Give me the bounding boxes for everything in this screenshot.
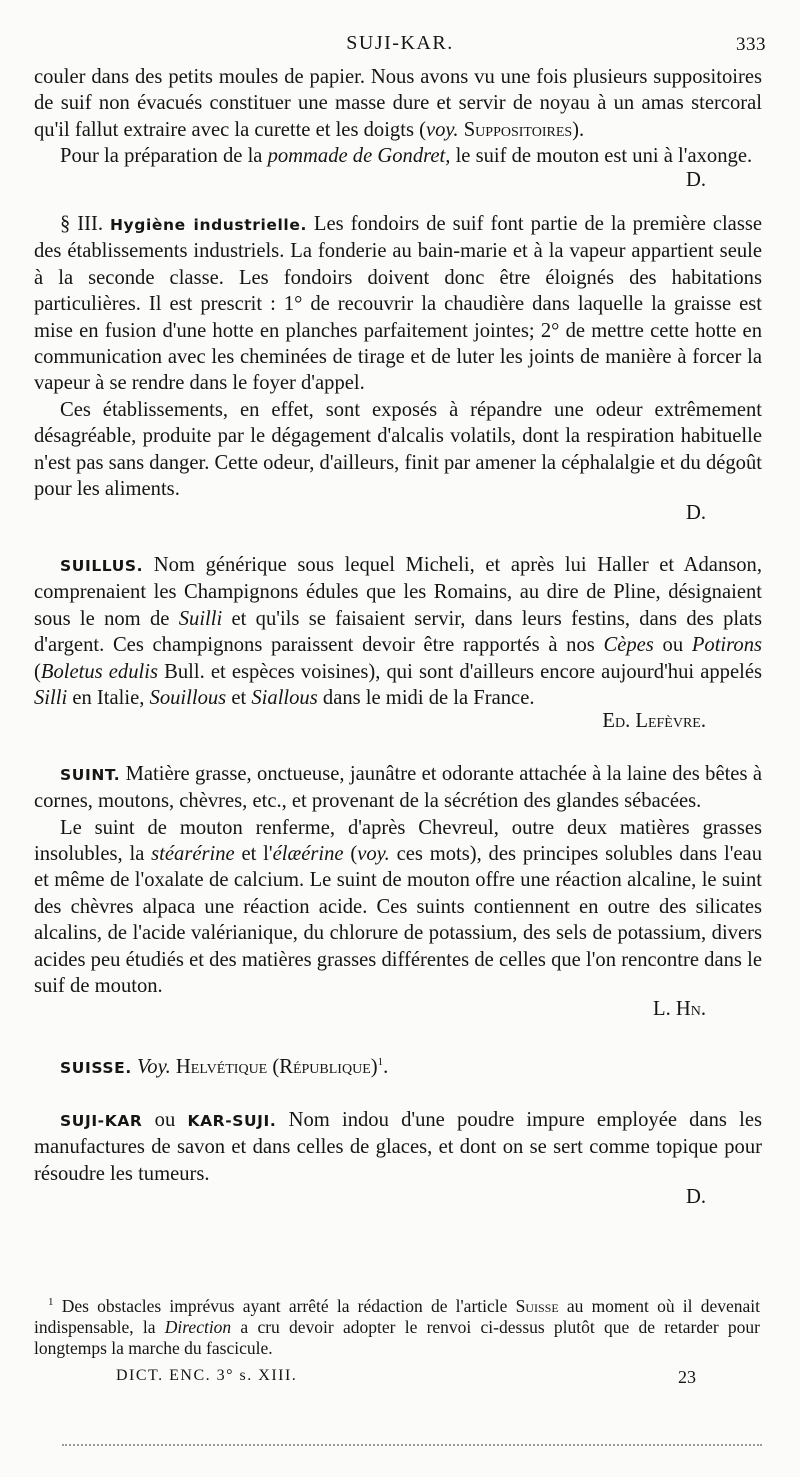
footnote-marker: 1 xyxy=(377,1055,384,1068)
entry-suji-kar: SUJI-KAR ou KAR-SUJI. Nom indou d'une poudre impure employée dans les manufactures de savon et dans celles de glaces, et dont on se sert comme topique pour résoudre les tumeurs. D. xyxy=(34,1107,762,1211)
author-signature: D. xyxy=(685,1186,706,1209)
author-signature: Ed. Lefèvre. xyxy=(602,710,706,733)
cross-reference: Helvétique (République) xyxy=(175,1055,378,1078)
entry-suint: SUINT. Matière grasse, onctueuse, jaunâtre et odorante attachée à la laine des bêtes à cornes, moutons, chèvres, etc., et provenant de la sécrétion des glandes sébacées. xyxy=(34,762,762,813)
footnote-number: 1 xyxy=(48,1296,54,1308)
entry-headword: SUJI-KAR xyxy=(60,1112,143,1131)
section-number: § III. xyxy=(60,213,103,236)
page-number: 333 xyxy=(736,34,766,55)
paragraph-gondret: Pour la préparation de la pommade de Gondret, le suif de mouton est uni à l'axonge. D. xyxy=(34,143,762,193)
paragraph-hygiene-industrielle: § III. Hygiène industrielle. Les fondoirs de suif font partie de la première classe des établissements industriels. La fonderie au bain-marie et à la vapeur appartient seule à la seconde classe. Les fondoirs doivent donc être éloignés des habitations particulières. Il est prescrit : 1° de recouvrir la chaudière dans laquelle la graisse est mise en fusion d'une hotte en planches parfaitement jointes; 2° de mettre cette hotte en communication avec les cheminées de tirage et de luter les joints de manière à forcer la vapeur à se rendre dans le foyer d'appel. xyxy=(34,213,762,395)
body-text xyxy=(34,64,762,1211)
author-signature: D. xyxy=(685,501,706,524)
printer-signature: DICT. ENC. 3° s. XIII. xyxy=(116,1367,298,1384)
section-heading: Hygiène industrielle. xyxy=(109,216,307,235)
entry-suisse: SUISSE. Voy. Helvétique (République)$^1$. xyxy=(60,1055,389,1078)
entry-headword: SUINT. xyxy=(60,765,121,784)
show-through-line xyxy=(62,1444,762,1446)
author-signature: L. Hn. xyxy=(652,998,706,1021)
entry-headword-alt: KAR-SUJI. xyxy=(187,1112,277,1131)
running-head-title: SUJI-KAR. xyxy=(346,32,454,54)
footnote: $^1$ Des obstacles imprévus ayant arrêté la rédaction de l'article Suisse au moment où il devenait indispensable, la Direction a cru devoir adopter le renvoi ci-dessus plutôt que de retarder pour longtemps la marche du fascicule. xyxy=(34,1295,761,1358)
page-footer xyxy=(116,1367,696,1391)
entry-headword: SUISSE. xyxy=(60,1058,132,1077)
paragraph-suint-mouton: Le suint de mouton renferme, d'après Chevreul, outre deux matières grasses insolubles, la stéarérine et l'élæérine (voy. ces mots), des principes solubles dans l'eau et même de l'oxalate de calcium. Le suint de mouton offre une réaction alcaline, le suint des chèvres alpaca une réaction acide. Ces suints contiennent en outre des silicates alcalins, de l'acide valérianique, du chlorure de potassium, des sels de potassium, divers acides peu étudiés et des matières grasses différentes de celles que l'on rencontre dans le suif de mouton. L. Hn. xyxy=(34,815,762,1023)
entry-suillus: SUILLUS. Nom générique sous lequel Micheli, et après lui Haller et Adanson, comprenaient les Champignons édules que les Romains, au dire de Pline, désignaient sous le nom de Suilli et qu'ils se faisaient servir, dans leurs festins, dans des plats d'argent. Ces champignons paraissent devoir être rapportés à nos Cèpes ou Potirons (Boletus edulis Bull. et espèces voisines), qui sont d'ailleurs encore aujourd'hui appelés Silli en Italie, Souillous et Siallous dans le midi de la France. Ed. Lefèvre. xyxy=(34,552,762,735)
gathering-number: 23 xyxy=(678,1367,696,1387)
author-signature: D. xyxy=(685,168,706,191)
cross-reference: Suppositoires xyxy=(463,118,573,141)
paragraph-odeur: Ces établissements, en effet, sont exposés à répandre une odeur extrêmement désagréable, produite par le dégagement d'alcalis volatils, dont la respiration habituelle n'est pas sans danger. Cette odeur, d'ailleurs, finit par amener la céphalalgie et du dégoût pour les aliments. D. xyxy=(34,397,762,526)
entry-headword: SUILLUS. xyxy=(60,556,144,575)
paragraph-suif-continued: couler dans des petits moules de papier. Nous avons vu une fois plusieurs suppositoires de suif non évacués constituer une masse dure et servir de noyau à un amas stercoral qu'il fallut extraire avec la curette et les doigts (voy. Suppositoires). xyxy=(34,66,762,141)
running-head xyxy=(34,32,766,60)
